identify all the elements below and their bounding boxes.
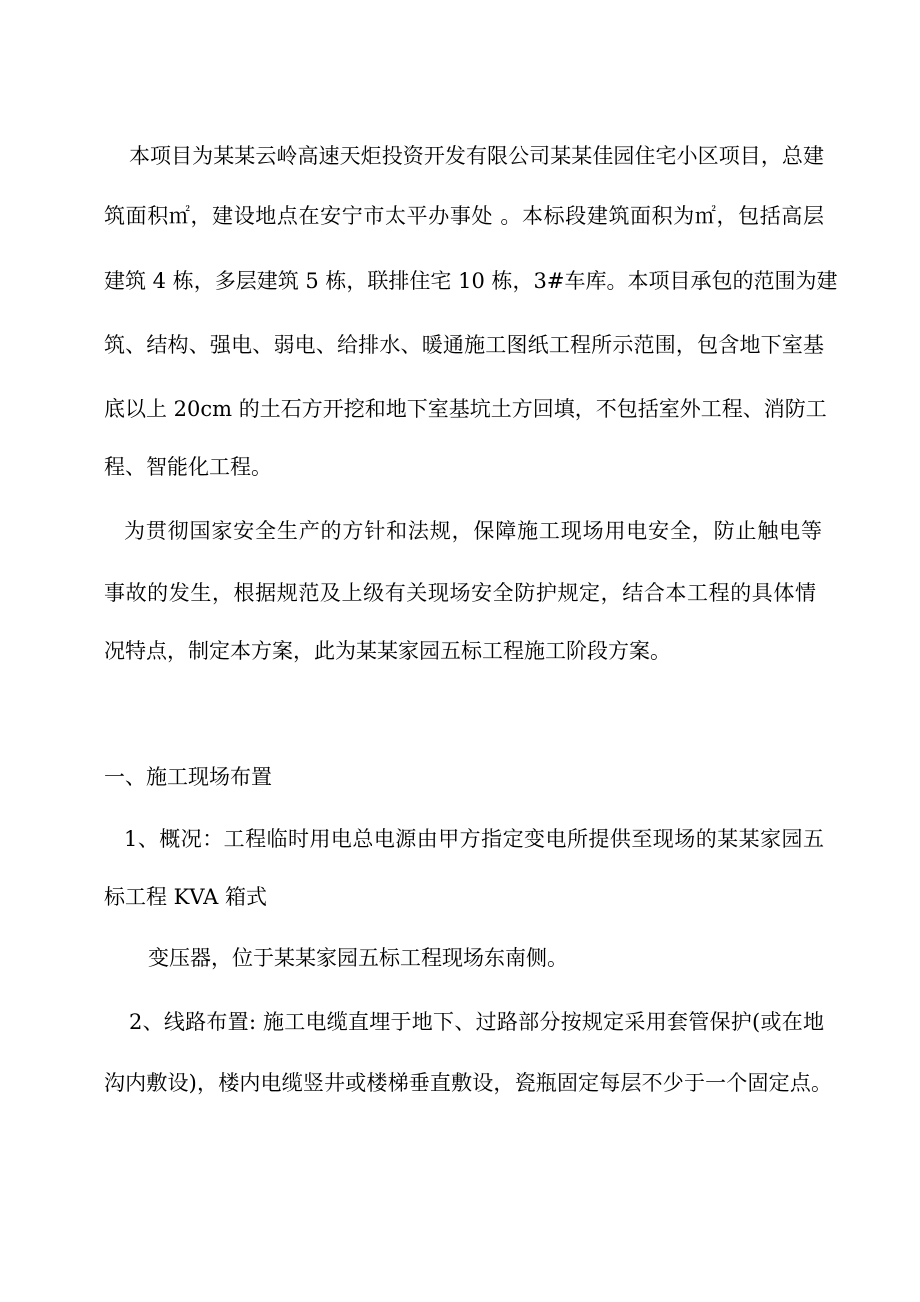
paragraph-1-line-3: 建筑 4 栋，多层建筑 5 栋，联排住宅 10 栋，3#车库。本项目承包的范围为建 — [104, 269, 838, 293]
paragraph-2-line-1: 为贯彻国家安全生产的方针和法规，保障施工现场用电安全，防止触电等 — [124, 519, 822, 543]
section-1-heading: 一、施工现场布置 — [104, 765, 272, 789]
paragraph-2-line-2: 事故的发生，根据规范及上级有关现场安全防护规定，结合本工程的具体情 — [104, 581, 816, 605]
paragraph-1-line-4: 筑、结构、强电、弱电、给排水、暖通施工图纸工程所示范围，包含地下室基 — [104, 333, 824, 357]
item-1-line-3: 变压器，位于某某家园五标工程现场东南侧。 — [148, 946, 568, 970]
paragraph-1-line-2: 筑面积㎡，建设地点在安宁市太平办事处 。本标段建筑面积为㎡，包括高层 — [104, 204, 824, 228]
item-1-line-2: 标工程 KVA 箱式 — [104, 885, 267, 909]
paragraph-1-line-6: 程、智能化工程。 — [104, 455, 272, 479]
paragraph-1-line-1: 本项目为某某云岭高速天炬投资开发有限公司某某佳园住宅小区项目，总建 — [129, 144, 824, 168]
item-2-line-2: 沟内敷设)，楼内电缆竖井或楼梯垂直敷设，瓷瓶固定每层不少于一个固定点。 — [104, 1071, 832, 1095]
item-1-line-1: 1、概况：工程临时用电总电源由甲方指定变电所提供至现场的某某家园五 — [124, 827, 824, 851]
item-2-line-1: 2、线路布置: 施工电缆直埋于地下、过路部分按规定采用套管保护(或在地 — [129, 1010, 824, 1034]
paragraph-1-line-5: 底以上 20cm 的土石方开挖和地下室基坑土方回填，不包括室外工程、消防工 — [104, 397, 827, 421]
paragraph-2-line-3: 况特点，制定本方案，此为某某家园五标工程施工阶段方案。 — [104, 639, 671, 663]
